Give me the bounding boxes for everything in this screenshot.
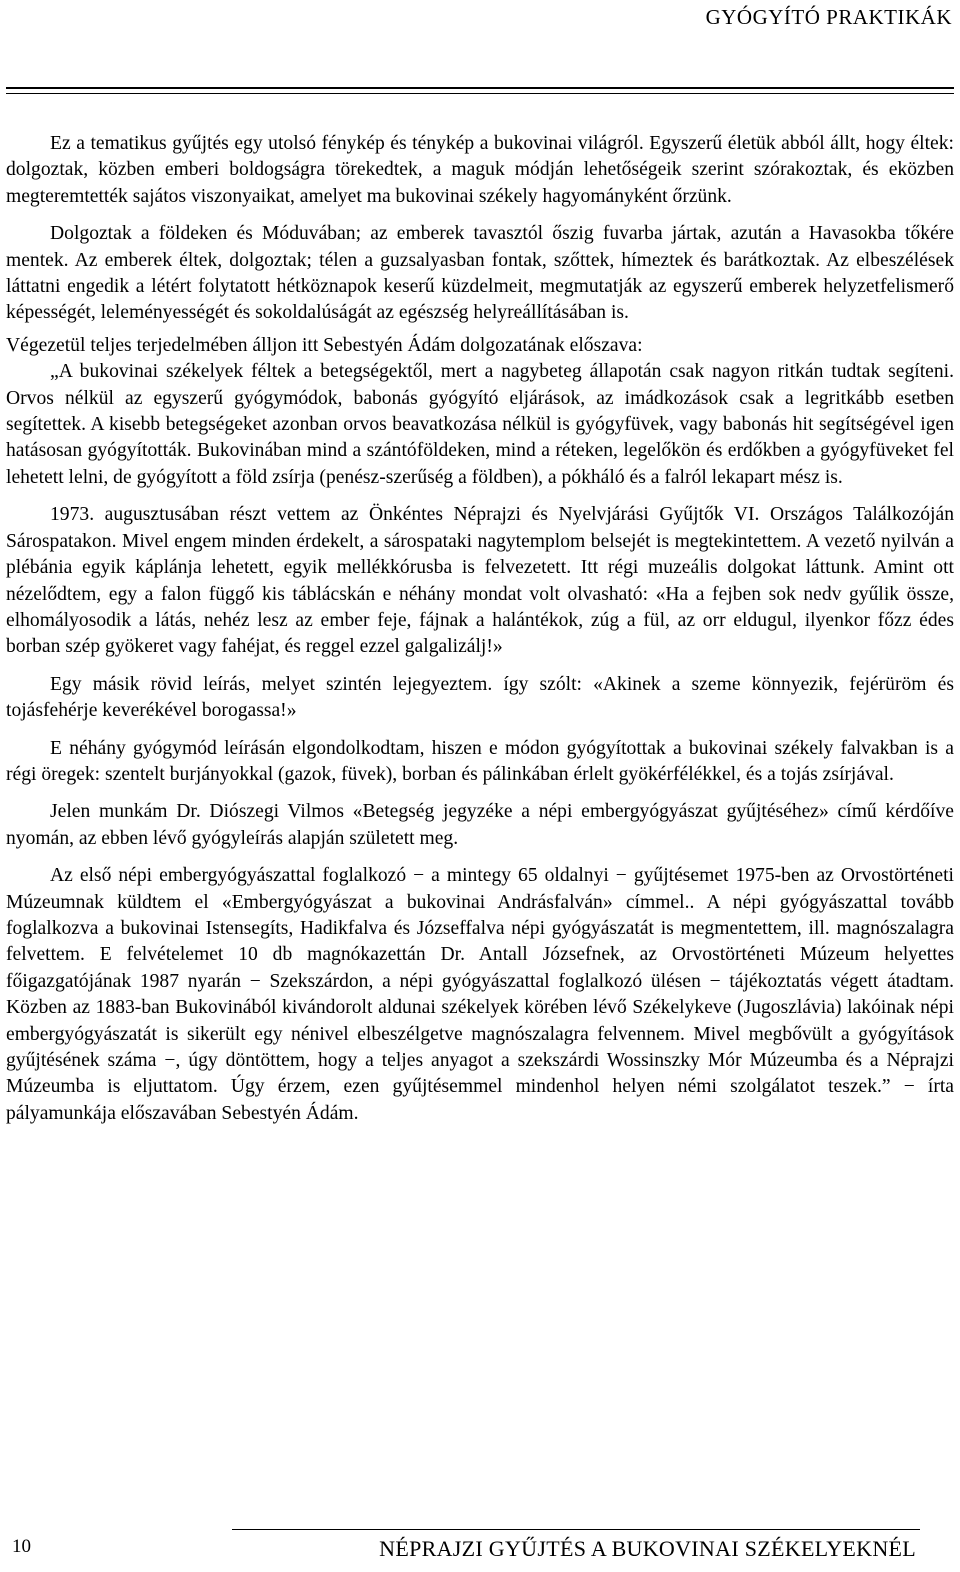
paragraph: Egy másik rövid leírás, melyet szintén lejegyeztem. így szólt: «Akinek a szeme könnyezik, fejérüröm és tojásfehérje keverékével borogassa!»: [6, 673, 954, 722]
paragraph: 1973. augusztusában részt vettem az Önkéntes Néprajzi és Nyelvjárási Gyűjtők VI. Országos Találkozóján Sárospatakon. Mivel engem minden érdekelt, a sárospataki nagytemplom belsejét is megtekintettem. A vezető nyilván a plébánia egyik káplánja lehetett, egyik mellékkórusba is felvezetett. Itt régi muzeális dolgokat láttunk. Amint ott nézelődtem, egy a falon függő kis táblácskán e néhány mondat volt olvasható: «Ha a fejben sok nedv gyűlik össze, elhomályosodik a látás, nehéz lesz az ember feje, fájnak a halántékok, zúg a fül, az orr eldugul, ilyenkor főzz édes borban szép gyökeret vagy fahéjat, és reggel ezzel galgalizálj!»: [6, 504, 954, 658]
footer-rule: [232, 1529, 920, 1530]
page-number: 10: [12, 1536, 31, 1557]
paragraph: Ez a tematikus gyűjtés egy utolsó fénykép és ténykép a bukovinai világról. Egyszerű életük abból állt, hogy éltek: dolgoztak, közben emberi boldogságra törekedtek, a maguk módján lehetőségeik szerint szórakoztak, és eközben megteremtették sajátos viszonyaikat, amelyet ma bukovinai székely hagyományként őrzünk.: [6, 133, 954, 207]
paragraph: Az első népi embergyógyászattal foglalkozó − a mintegy 65 oldalnyi − gyűjtésemet 1975-ben az Orvostörténeti Múzeumnak küldtem el «Embergyógyászat a bukovinai Andrásfalván» címmel.. A népi gyógyászattal tovább foglalkozva a bukovinai Istensegíts, Hadikfalva és Józseffalva népi gyógyászatát is megmentettem, ill. magnószalagra felvettem. E felvételemet 10 db magnókazettán Dr. Antall Józsefnek, az Orvostörténeti Múzeum helyettes főigazgatójának 1987 nyarán − Szekszárdon, a népi gyógyászattal foglalkozó ülésen − tájékoztatás végett átadtam. Közben az 1883-ban Bukovinából kivándorolt aldunai székelyek körében lévő Székelykeve (Jugoszlávia) lakóinak népi embergyógyászatát is sikerült egy nénivel elbeszélgetve magnószalagra felvennem. Mivel megbővült a gyógyítások gyűjtésének száma −, úgy döntöttem, hogy a teljes anyagot a szekszárdi Wossinszky Mór Múzeumba és a Néprajzi Múzeumba is eljuttatom. Úgy érzem, ezen gyűjtésemmel mindenhol helyen némi szolgálatot teszek.” − írta pályamunkája előszavában Sebestyén Ádám.: [6, 865, 954, 1124]
paragraph: „A bukovinai székelyek féltek a betegségektől, mert a nagybeteg állapotán csak nagyon ritkán tudtak segíteni. Orvos nélkül az egyszerű gyógymódok, babonás gyógyító eljárások, az imádkozások csak a legritkább esetben segítettek. A kisebb betegségeket azonban orvos beavatkozása nélkül is gyógyfüvek, vagy babonás hit segítségével igen hatásosan gyógyították. Bukovinában mind a szántóföldeken, mind a réteken, legelőkön és erdőkben a gyógyfüveket fel lehetett lelni, de gyógyított a föld zsírja (penész-szerűség a földben), a pókháló és a falról lekapart mész is.: [6, 361, 954, 488]
paragraph: Végezetül teljes terjedelmében álljon itt Sebestyén Ádám dolgozatának előszava:: [6, 334, 643, 356]
body-text: [6, 131, 954, 1127]
paragraph: E néhány gyógymód leírásán elgondolkodtam, hiszen e módon gyógyítottak a bukovinai székely falvakban is a régi öregek: szentelt burjányokkal (gazok, füvek), borban és pálinkában érlelt gyökérfélékkel, és a tojás zsírjával.: [6, 737, 954, 785]
paragraph: Jelen munkám Dr. Diószegi Vilmos «Betegség jegyzéke a népi embergyógyászat gyűjtéséhez» című kérdőíve nyomán, az ebben lévő gyógyleírás alapján született meg.: [6, 801, 954, 849]
header-rule-thin: [6, 93, 954, 94]
paragraph: Dolgoztak a földeken és Móduvában; az emberek tavasztól őszig fuvarba jártak, azután a Havasokba tőkére mentek. Az emberek éltek, dolgoztak; télen a guzsalyasban fontak, szőttek, hímeztek és barátkoztak. Az elbeszélések láttatni engedik a létért folytatott hétköznapok keserű küzdelmeit, megmutatják az egyszerű emberek helyzetfelismerő képességét, leleményességét és sokoldalúságát az egészség helyreállításában is.: [6, 223, 954, 324]
header-rule-thick: [6, 87, 954, 89]
page-header-title: GYÓGYÍTÓ PRAKTIKÁK: [705, 5, 952, 29]
footer-title: NÉPRAJZI GYŰJTÉS A BUKOVINAI SZÉKELYEKNÉL: [379, 1536, 916, 1561]
